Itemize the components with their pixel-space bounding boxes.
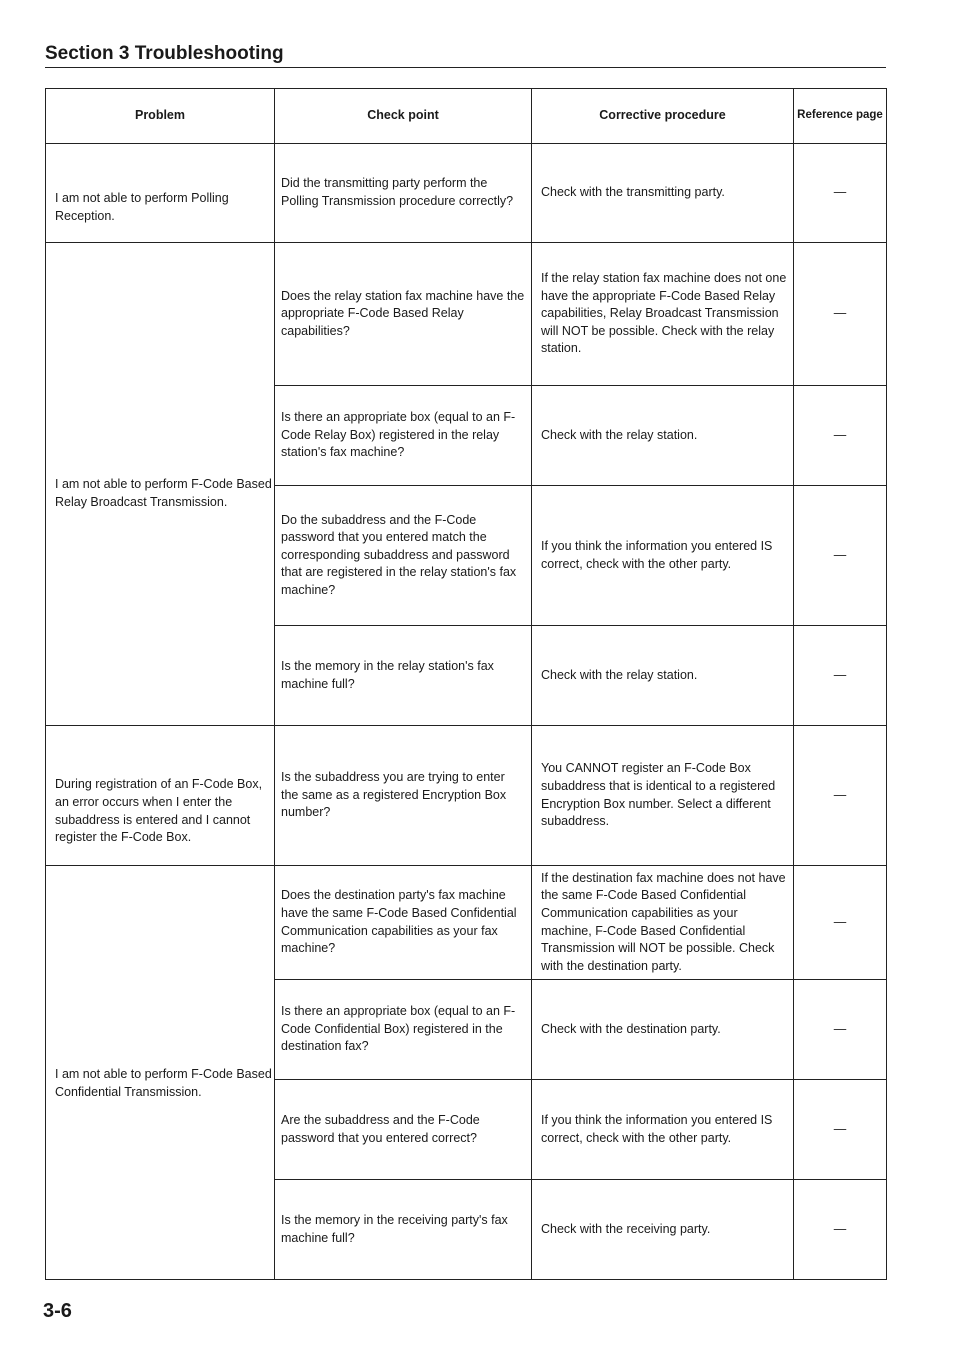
troubleshooting-table <box>45 88 887 1280</box>
check-point-cell: Is the memory in the receiving party's fax machine full? <box>275 1180 532 1280</box>
reference-page-cell: — <box>794 866 887 980</box>
table-row <box>46 726 887 866</box>
check-point-cell: Is there an appropriate box (equal to an F-Code Relay Box) registered in the relay station's fax machine? <box>275 386 532 486</box>
table-header-row <box>46 89 887 144</box>
reference-page-cell: — <box>794 144 887 243</box>
column-header-check-point: Check point <box>275 89 532 144</box>
reference-page-cell: — <box>794 243 887 386</box>
problem-text: I am not able to perform Polling Reception. <box>55 191 229 223</box>
check-point-cell: Is the subaddress you are trying to enter the same as a registered Encryption Box number? <box>275 726 532 866</box>
problem-cell <box>46 243 275 726</box>
problem-text: During registration of an F-Code Box, an error occurs when I enter the subaddress is entered and I cannot register the F-Code Box. <box>55 777 263 845</box>
check-point-cell: Are the subaddress and the F-Code password that you entered correct? <box>275 1080 532 1180</box>
check-point-cell: Does the relay station fax machine have the appropriate F-Code Based Relay capabilities? <box>275 243 532 386</box>
reference-page-cell: — <box>794 1080 887 1180</box>
reference-page-cell: — <box>794 980 887 1080</box>
corrective-procedure-cell: Check with the relay station. <box>532 386 794 486</box>
section-title: Section 3 Troubleshooting <box>45 43 284 64</box>
corrective-procedure-cell: You CANNOT register an F-Code Box subaddress that is identical to a registered Encryption Box number. Select a different subaddress. <box>532 726 794 866</box>
reference-page-cell: — <box>794 726 887 866</box>
reference-page-cell: — <box>794 486 887 626</box>
corrective-procedure-cell: Check with the receiving party. <box>532 1180 794 1280</box>
problem-text: I am not able to perform F-Code Based Relay Broadcast Transmission. <box>55 477 272 509</box>
column-header-reference-page: Reference page <box>794 89 887 144</box>
corrective-procedure-cell: If the relay station fax machine does not one have the appropriate F-Code Based Relay capabilities, Relay Broadcast Transmission will NOT be possible. Check with the relay station. <box>532 243 794 386</box>
check-point-cell: Do the subaddress and the F-Code password that you entered match the corresponding subaddress and password that are registered in the relay station's fax machine? <box>275 486 532 626</box>
corrective-procedure-cell: If you think the information you entered IS correct, check with the other party. <box>532 1080 794 1180</box>
page-number: 3-6 <box>43 1300 72 1322</box>
table-row <box>46 866 887 980</box>
problem-cell <box>46 144 275 243</box>
problem-cell <box>46 866 275 1280</box>
reference-page-cell: — <box>794 1180 887 1280</box>
corrective-procedure-cell: Check with the destination party. <box>532 980 794 1080</box>
reference-page-cell: — <box>794 626 887 726</box>
check-point-cell: Is there an appropriate box (equal to an F-Code Confidential Box) registered in the destination fax? <box>275 980 532 1080</box>
reference-page-cell: — <box>794 386 887 486</box>
page-header <box>45 42 886 68</box>
table-row <box>46 144 887 243</box>
table-row <box>46 243 887 386</box>
column-header-corrective-procedure: Corrective procedure <box>532 89 794 144</box>
corrective-procedure-cell: Check with the transmitting party. <box>532 144 794 243</box>
check-point-cell: Does the destination party's fax machine have the same F-Code Based Confidential Communication capabilities as your fax machine? <box>275 866 532 980</box>
check-point-cell: Is the memory in the relay station's fax machine full? <box>275 626 532 726</box>
corrective-procedure-cell: Check with the relay station. <box>532 626 794 726</box>
column-header-problem: Problem <box>46 89 275 144</box>
corrective-procedure-cell: If the destination fax machine does not have the same F-Code Based Confidential Communication capabilities as your machine, F-Code Based Confidential Transmission will NOT be possible. Check with the destination party. <box>532 866 794 980</box>
problem-cell <box>46 726 275 866</box>
problem-text: I am not able to perform F-Code Based Confidential Transmission. <box>55 1066 272 1099</box>
corrective-procedure-cell: If you think the information you entered IS correct, check with the other party. <box>532 486 794 626</box>
check-point-cell: Did the transmitting party perform the Polling Transmission procedure correctly? <box>275 144 532 243</box>
